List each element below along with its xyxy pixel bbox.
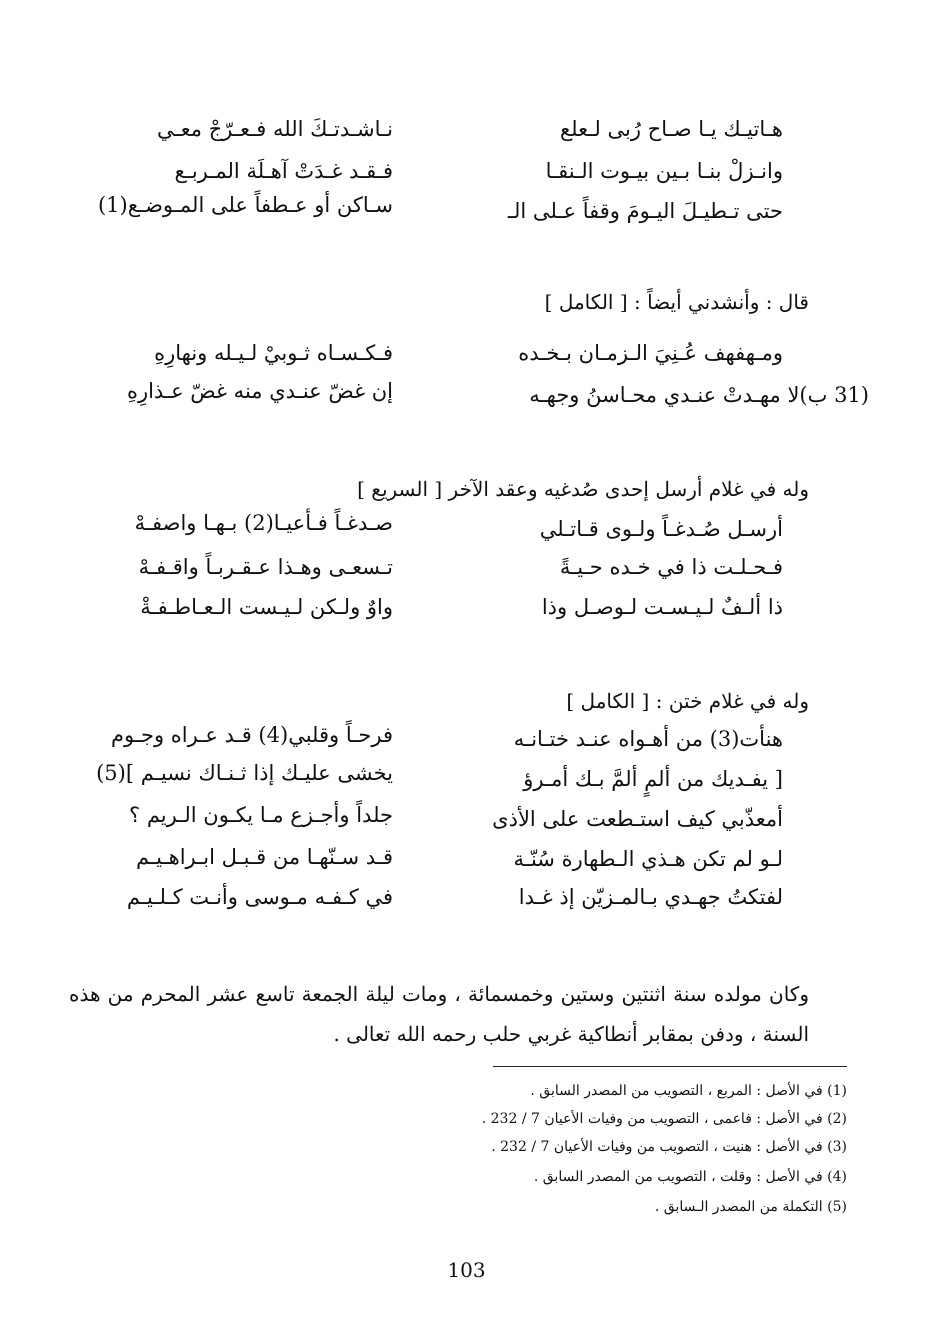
- verse-hemistich: فـقـد غـدَتْ آهـلَة المـربـع: [174, 159, 393, 183]
- page-number: 103: [447, 1258, 486, 1282]
- verse-hemistich: (31 ب)لا مهـدتْ عنـدي محـاسنُ وجهـه: [529, 383, 869, 407]
- verse-hemistich: فرحـاً وقلبي(4) قـد عـراه وجـوم: [110, 723, 393, 747]
- verse-hemistich: أرسـل صُـدغـاً ولـوى قـاتـلي: [539, 517, 783, 541]
- verse-hemistich: فـحـلـت ذا في خـده حـيـةً: [559, 555, 783, 579]
- verse-hemistich: أمعذّبي كيف استـطعت على الأذى: [492, 807, 783, 831]
- verse-hemistich: هنأت(3) من أهـواه عنـد ختـانـه: [513, 727, 783, 751]
- footnote: (4) في الأصل : وقلت ، التصويب من المصدر السابق .: [533, 1169, 847, 1185]
- verse-hemistich: ومـهفهف عُـنِيَ الـزمـان بـخـده: [518, 341, 783, 365]
- verse-hemistich: حتى تـطيـلَ اليـومَ وقفاً عـلى الـ: [507, 199, 783, 223]
- verse-hemistich: لـو لم تكن هـذي الـطهارة سُنّـة: [513, 847, 783, 871]
- verse-hemistich: في كـفـه مـوسى وأنـت كـلـيـم: [126, 885, 393, 909]
- verse-hemistich: قـد سـنّهـا من قـبـل ابـراهـيـم: [136, 845, 393, 869]
- verse-hemistich: تـسعـى وهـذا عـقـربـاً واقـفـهْ: [138, 555, 393, 579]
- verse-hemistich: صـدغـاً فـأعيـا(2) بـهـا واصفـهْ: [134, 511, 393, 535]
- verse-hemistich: لفتكتُ جهـدي بـالمـزيّن إذ غـدا: [518, 885, 783, 909]
- verse-hemistich: فـكـسـاه ثـوبيْ لـيـله ونهارِهِ: [154, 341, 393, 365]
- section-heading: وله في غلام أرسل إحدى صُدغيه وعقد الآخر [ السريع ]: [357, 477, 809, 501]
- verse-hemistich: جلداً وأجـزع مـا يكـون الـريم ؟: [129, 803, 393, 827]
- footnote: (5) التكملة من المصدر الـسابق .: [654, 1199, 847, 1215]
- verse-hemistich: يخشى عليـك إذا ثـنـاك نسيـم ](5): [96, 761, 393, 785]
- section-heading: قال : وأنشدني أيضاً : [ الكامل ]: [544, 290, 809, 314]
- verse-hemistich: وانـزلْ بنـا بـين بيـوت الـنقـا: [545, 159, 783, 183]
- prose-paragraph: وكان مولده سنة اثنتين وستين وخمسمائة ، ومات ليلة الجمعة تاسع عشر المحرم من هذه السنة ، ودفن بمقابر أنطاكية غربي حلب رحمه الله تعالى .: [69, 982, 809, 1046]
- verse-hemistich: ذا ألـفٌ لـيـسـت لـوصـل وذا: [541, 595, 783, 619]
- footnote: (3) في الأصل : هنيت ، التصويب من وفيات الأعيان 7 / 232 .: [491, 1139, 847, 1155]
- verse-hemistich: واوٌ ولـكن لـيـست الـعـاطـفـةْ: [140, 595, 393, 619]
- verse-hemistich: هـاتيـك يـا صـاح رُبى لـعلع: [560, 117, 783, 141]
- verse-hemistich: نـاشـدتـكَ الله فـعـرّجْ معـي: [157, 117, 393, 141]
- footnote: (2) في الأصل : فاعمى ، التصويب من وفيات الأعيان 7 / 232 .: [481, 1111, 847, 1127]
- footnote: (1) في الأصل : المربع ، التصويب من المصدر السابق .: [530, 1083, 847, 1099]
- footnote-separator: [493, 1066, 847, 1067]
- verse-hemistich: سـاكن أو عـطفاً على المـوضـع(1): [97, 193, 393, 217]
- verse-hemistich: إن غضّ عنـدي منه غضّ عـذارِهِ: [126, 379, 393, 403]
- verse-hemistich: [ يفـديك من ألمٍ ألمَّ بـك أمـرؤ: [523, 767, 783, 791]
- section-heading: وله في غلام ختن : [ الكامل ]: [566, 689, 809, 713]
